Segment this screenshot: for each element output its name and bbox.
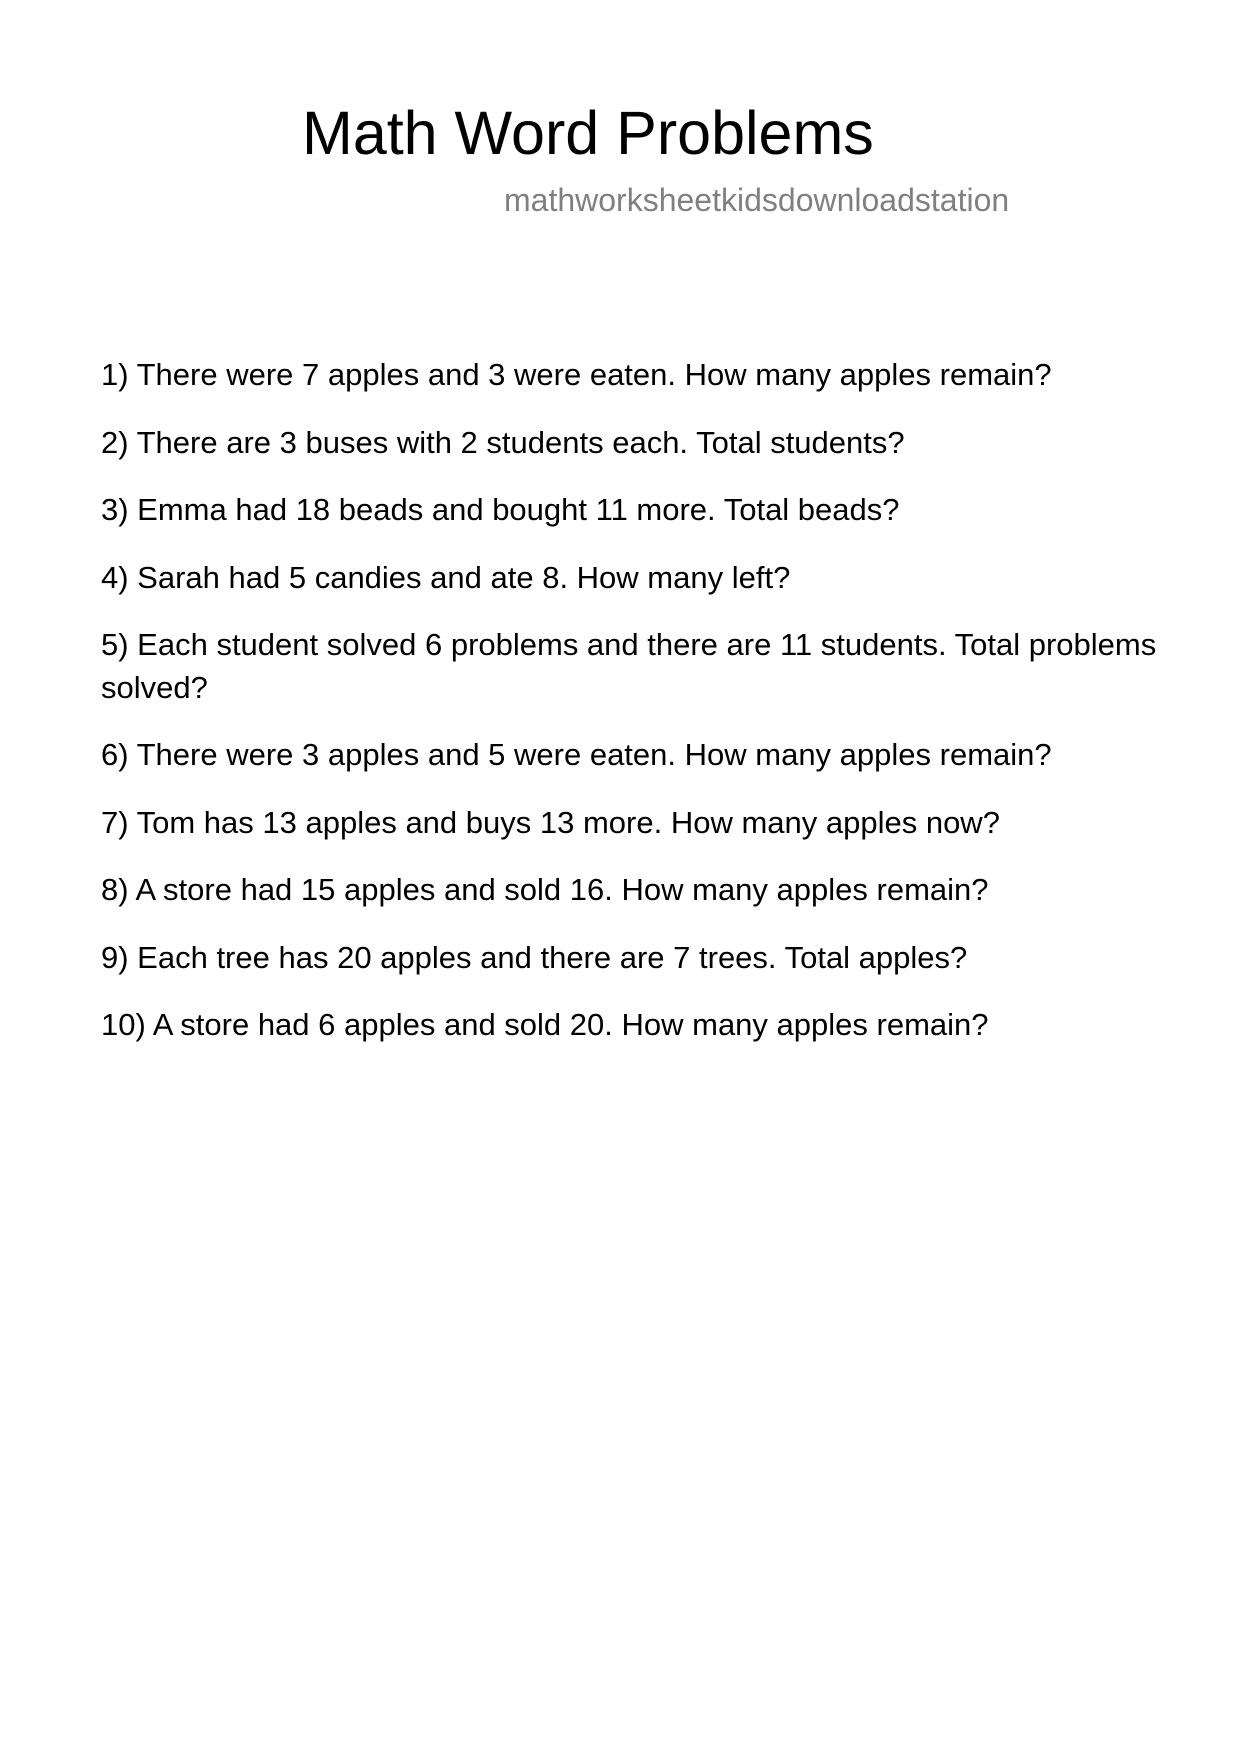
problem-item-4: 4) Sarah had 5 candies and ate 8. How many left? bbox=[101, 559, 791, 595]
problem-item-9: 9) Each tree has 20 apples and there are 7 trees. Total apples? bbox=[101, 939, 968, 975]
problem-item-3: 3) Emma had 18 beads and bought 11 more. Total beads? bbox=[101, 492, 900, 527]
problem-item-7: 7) Tom has 13 apples and buys 13 more. How many apples now? bbox=[101, 804, 1000, 840]
problem-item-6: 6) There were 3 apples and 5 were eaten. How many apples remain? bbox=[101, 737, 1052, 772]
problem-item-5: 5) Each student solved 6 problems and there are 11 students. Total problems solved? bbox=[101, 627, 1157, 705]
page-subtitle: mathworksheetkidsdownloadstation bbox=[504, 182, 1010, 218]
problem-item-2: 2) There are 3 buses with 2 students each. Total students? bbox=[101, 424, 905, 460]
problem-item-1: 1) There were 7 apples and 3 were eaten. How many apples remain? bbox=[101, 357, 1052, 392]
problem-list bbox=[101, 354, 1161, 1072]
problem-item-8: 8) A store had 15 apples and sold 16. How many apples remain? bbox=[101, 872, 989, 907]
problem-item-10: 10) A store had 6 apples and sold 20. How many apples remain? bbox=[101, 1007, 989, 1042]
page-title: Math Word Problems bbox=[302, 99, 874, 167]
